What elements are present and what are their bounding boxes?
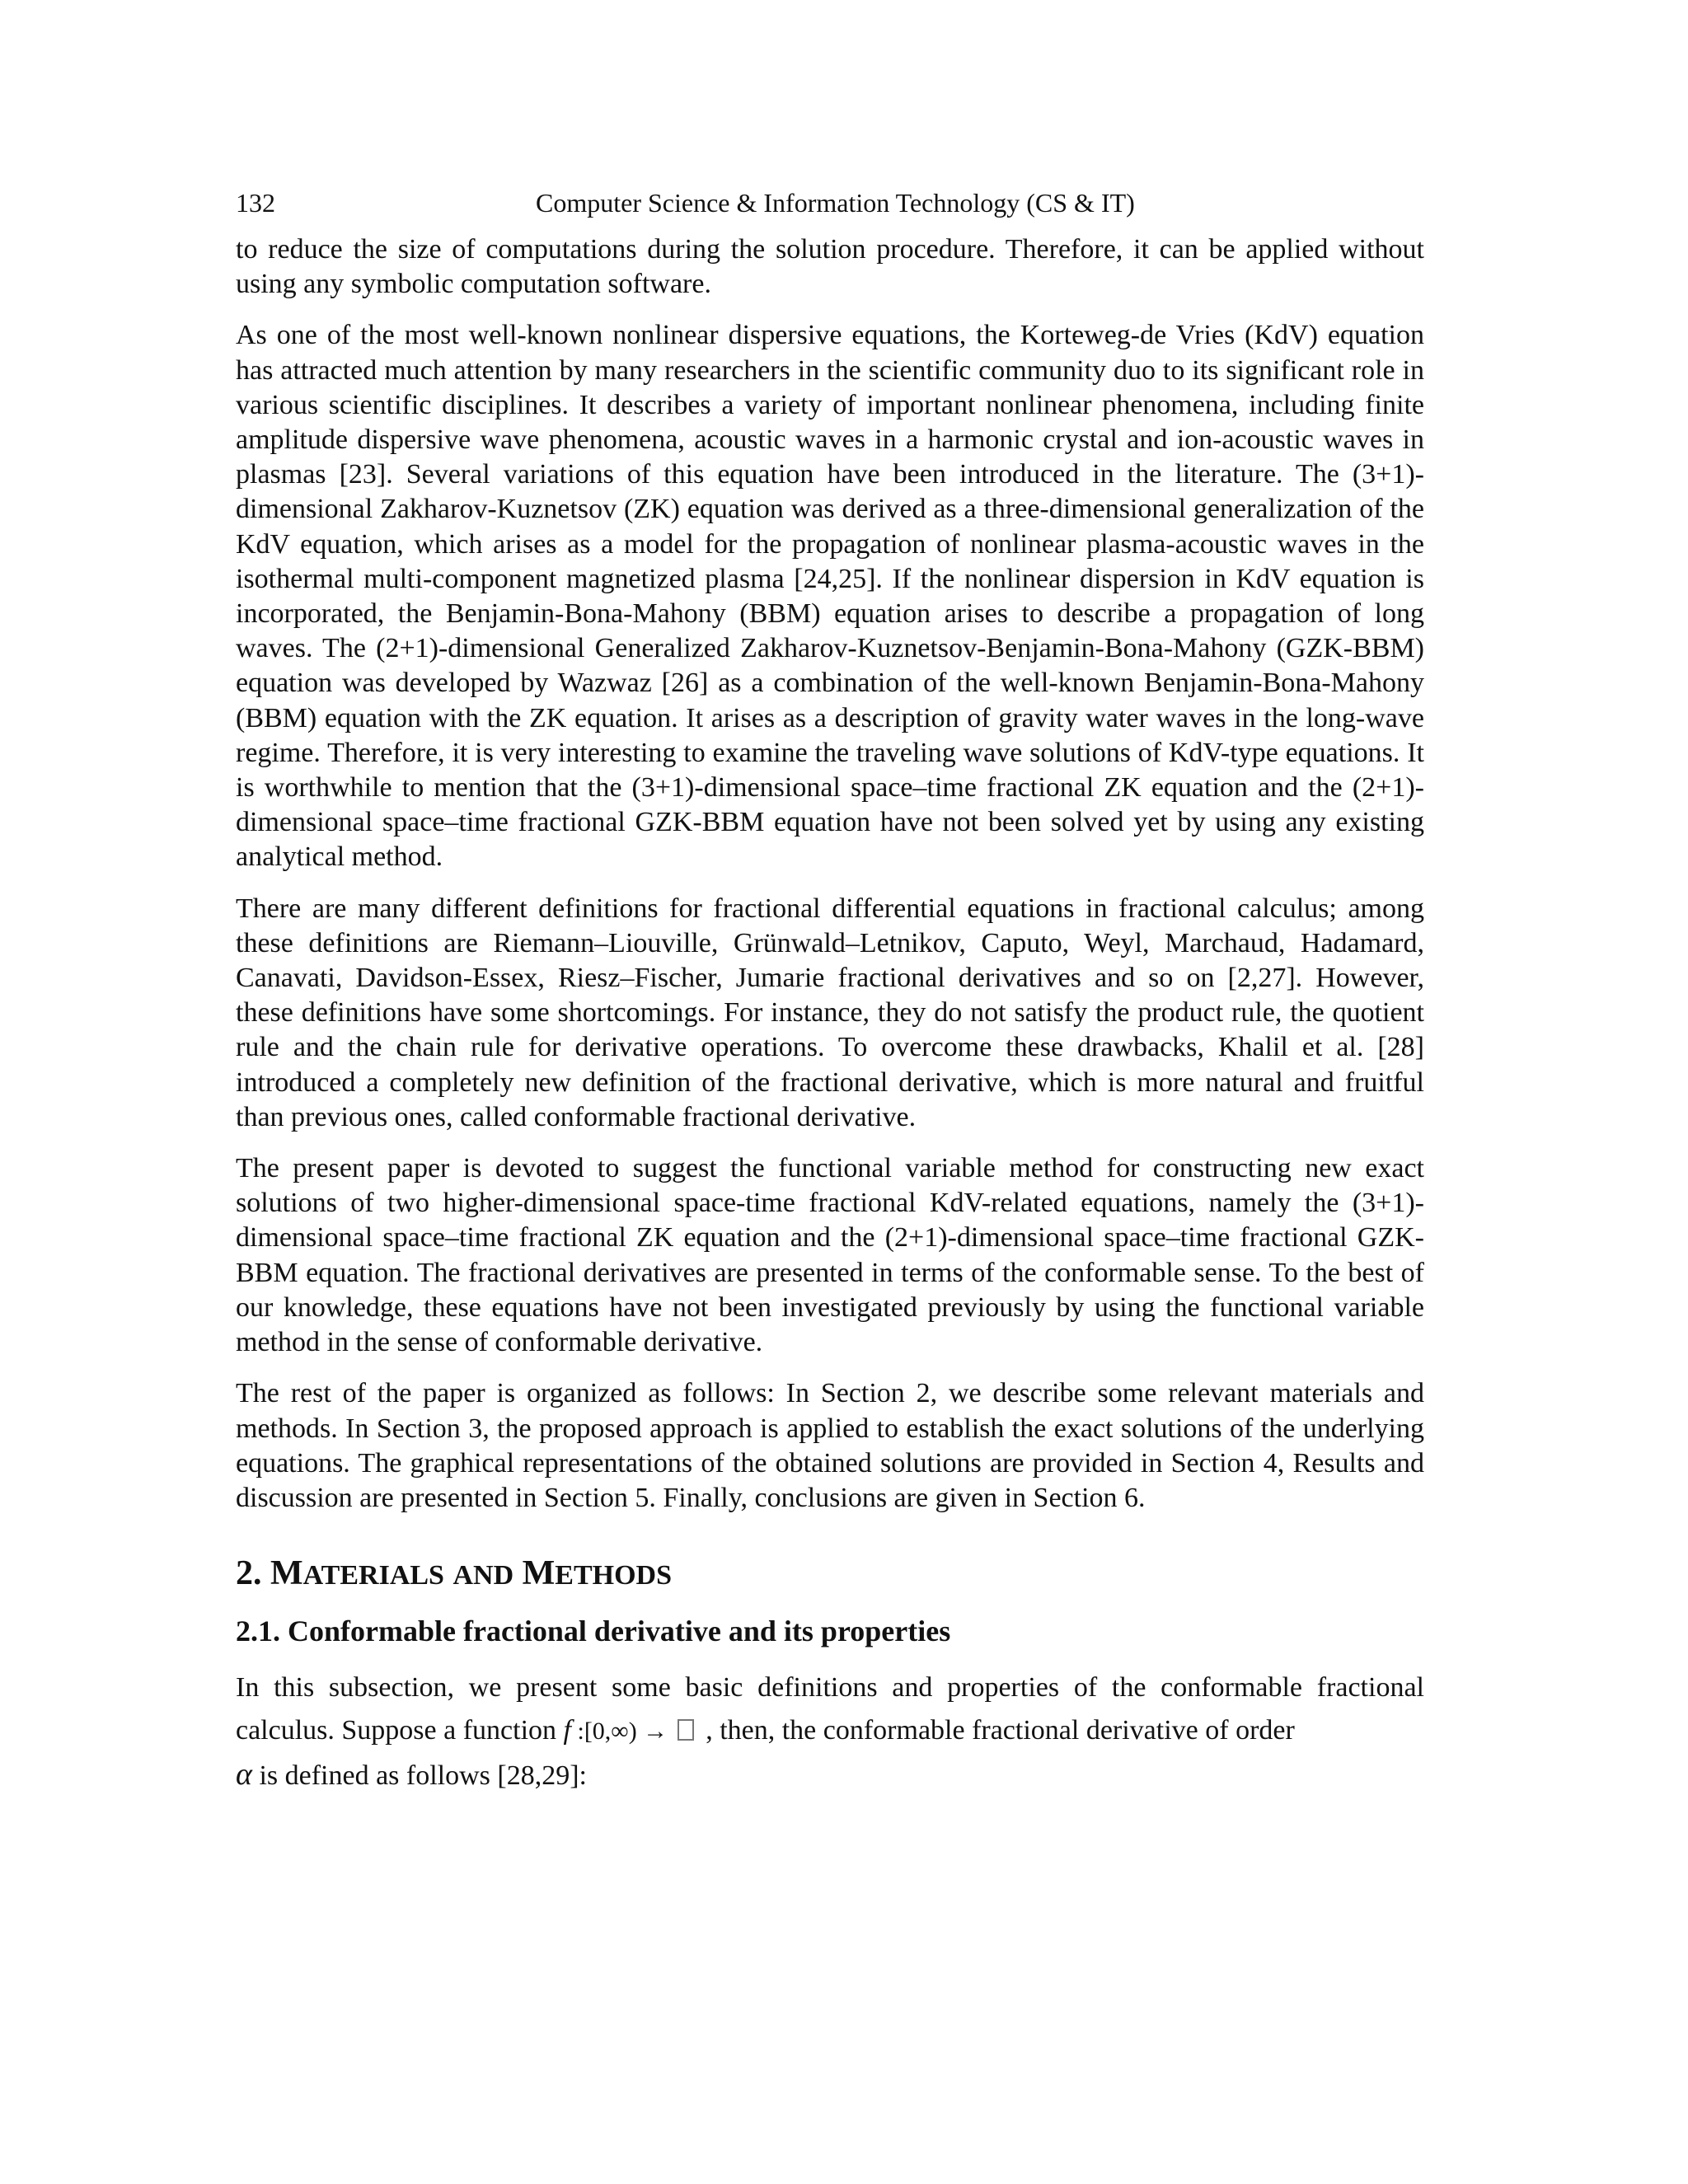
body-text <box>236 232 1424 1797</box>
paragraph: to reduce the size of computations during the solution procedure. Therefore, it can be applied without using any symbolic computation software. <box>236 234 1424 300</box>
section-heading <box>236 1552 1424 1597</box>
alpha-symbol: α <box>236 1757 252 1793</box>
paragraph: There are many different definitions for fractional differential equations in fractional calculus; among these definitions are Riemann–Liouville, Grünwald–Letnikov, Caputo, Weyl, Marchaud, Hadamard, Canavati, Davidson-Essex, Riesz–Fischer, Jumarie fractional derivatives and so on [2,27]. However, these definitions have some shortcomings. For instance, they do not satisfy the product rule, the quotient rule and the chain rule for derivative operations. To overcome these drawbacks, Khalil et al. [28] introduced a completely new definition of the fractional derivative, which is more natural and fruitful than previous ones, called conformable fractional derivative. <box>236 893 1424 1132</box>
paragraph <box>236 1666 1424 1797</box>
section-word-rest: ATERIALS <box>302 1560 444 1591</box>
running-header <box>236 183 1424 223</box>
page <box>236 183 1424 1797</box>
section-number: 2. <box>236 1554 262 1593</box>
missing-glyph-icon <box>678 1719 694 1741</box>
subsection-heading: 2.1. Conformable fractional derivative and its properties <box>236 1615 951 1648</box>
paragraph: The rest of the paper is organized as follows: In Section 2, we describe some relevant materials and methods. In Section 3, the proposed approach is applied to establish the exact solutions of the underlying equations. The graphical representations of the obtained solutions are provided in Section 4, Results and discussion are presented in Section 5. Finally, conclusions are given in Section 6. <box>236 1378 1424 1513</box>
page-number: 132 <box>236 188 275 218</box>
paragraph-text: In this subsection, we present some basic definitions and properties of the conformable fractional calculus. Suppose a function <box>236 1672 1424 1746</box>
section-word-initial: M <box>270 1554 303 1593</box>
paragraph-text: is defined as follows [28,29]: <box>251 1760 587 1792</box>
paragraph: As one of the most well-known nonlinear dispersive equations, the Korteweg-de Vries (KdV) equation has attracted much attention by many researchers in the scientific community duo to its significant role in various scientific disciplines. It describes a variety of important nonlinear phenomena, including finite amplitude dispersive wave phenomena, acoustic waves in a harmonic crystal and ion-acoustic waves in plasmas [23]. Several variations of this equation have been introduced in the literature. The (3+1)-dimensional Zakharov-Kuznetsov (ZK) equation was derived as a three-dimensional generalization of the KdV equation, which arises as a model for the propagation of nonlinear plasma-acoustic waves in the isothermal multi-component magnetized plasma [24,25]. If the nonlinear dispersion in KdV equation is incorporated, the Benjamin-Bona-Mahony (BBM) equation arises to describe a propagation of long waves. The (2+1)-dimensional Generalized Zakharov-Kuznetsov-Benjamin-Bona-Mahony (GZK-BBM) equation was developed by Wazwaz [26] as a combination of the well-known Benjamin-Bona-Mahony (BBM) equation with the ZK equation. It arises as a description of gravity water waves in the long-wave regime. Therefore, it is very interesting to examine the traveling wave solutions of KdV-type equations. It is worthwhile to mention that the (3+1)-dimensional space–time fractional ZK equation and the (2+1)-dimensional space–time fractional GZK-BBM equation have not been solved yet by using any existing analytical method. <box>236 320 1424 873</box>
math-domain: :[0,∞) → <box>570 1718 674 1746</box>
section-word-rest: ETHODS <box>555 1560 673 1591</box>
section-word: AND <box>452 1560 514 1591</box>
paragraph-text: , then, the conformable fractional derivative of order <box>698 1715 1295 1746</box>
section-word-initial: M <box>522 1554 556 1593</box>
journal-title: Computer Science & Information Technology (CS & IT) <box>536 188 1135 218</box>
math-function-symbol: f <box>563 1715 571 1746</box>
paragraph: The present paper is devoted to suggest the functional variable method for constructing new exact solutions of two higher-dimensional space-time fractional KdV-related equations, namely the (3+1)-dimensional space–time fractional ZK equation and the (2+1)-dimensional space–time fractional GZK-BBM equation. The fractional derivatives are presented in terms of the conformable sense. To the best of our knowledge, these equations have not been investigated previously by using the functional variable method in the sense of conformable derivative. <box>236 1153 1424 1358</box>
